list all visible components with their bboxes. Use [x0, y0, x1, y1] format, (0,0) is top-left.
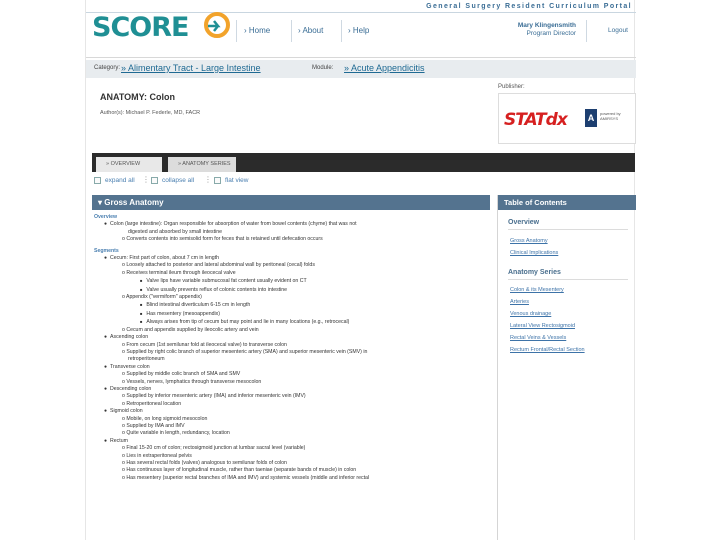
outline-item: o Quite variable in length, redundancy, location	[94, 430, 486, 437]
nav-divider	[236, 20, 237, 42]
segments-heading: Segments	[94, 247, 119, 254]
portal-title: General Surgery Resident Curriculum Portal	[426, 3, 632, 10]
outline-item: o Converts contents into semisolid form for feces that is retained until defecation occurs	[94, 236, 486, 243]
outline-item: ● Cecum: First part of colon, about 7 cm in length	[94, 255, 486, 262]
outline-item: o Supplied by middle colic branch of SMA and SMV	[94, 371, 486, 378]
nav-divider	[291, 20, 292, 42]
expand-icon	[94, 177, 101, 184]
outline-item: o Supplied by right colic branch of superior mesenteric artery (SMA) and superior mesenteric vein (SMV) in	[94, 349, 486, 356]
outline-item: o Loosely attached to posterior and lateral abdominal wall by peritoneal (cecal) folds	[94, 262, 486, 269]
amirsys-logo-icon: A	[585, 109, 597, 127]
toc-header: Table of Contents	[498, 195, 636, 210]
toc-link-series-4[interactable]: Lateral View Rectosigmoid	[510, 323, 576, 329]
nav-divider	[341, 20, 342, 42]
outline-item: o Cecum and appendix supplied by ileocolic artery and vein	[94, 327, 486, 334]
table-of-contents	[497, 195, 635, 540]
segments-list	[94, 255, 486, 482]
amirsys-text: powered by AMIRSYS	[600, 111, 621, 121]
statdx-logo: STATdx	[504, 110, 567, 130]
outline-item: ● Sigmoid colon	[94, 408, 486, 415]
toc-link-series-1[interactable]: Colon & its Mesentery	[510, 287, 564, 293]
toc-overview-heading: Overview	[508, 219, 540, 226]
authors: Author(s): Michael P. Federle, MD, FACR	[100, 110, 201, 116]
nav-home[interactable]: › Home	[244, 26, 271, 35]
outline-item: o Supplied by IMA and IMV	[94, 423, 486, 430]
outline-item: digested and absorbed by small intestine	[128, 228, 223, 235]
toc-link-series-3[interactable]: Venous drainage	[510, 311, 552, 317]
tool-divider: ⋮	[142, 175, 150, 184]
expand-all-link[interactable]: expand all	[105, 177, 135, 184]
toc-link-series-6[interactable]: Rectum Frontal/Rectal Section	[510, 347, 585, 353]
outline-item: ● Descending colon	[94, 386, 486, 393]
outline-item: ■ Always arises from tip of cecum but may point and lie in many locations (e.g., retrocecal)	[94, 318, 486, 326]
outline-item: retroperitoneum	[128, 356, 165, 363]
nav-divider	[586, 20, 587, 42]
nav-about[interactable]: › About	[298, 26, 324, 35]
outline-item: ● Ascending colon	[94, 334, 486, 341]
outline-item: o Appendix ("vermiform" appendix)	[94, 294, 486, 301]
tab-bar	[92, 153, 635, 172]
collapse-icon	[151, 177, 158, 184]
outline-item: ● Transverse colon	[94, 364, 486, 371]
outline-item: ■ Valve lips have variable submucosal fat content usually evident on CT	[94, 277, 486, 285]
tab-overview[interactable]: » OVERVIEW	[96, 157, 162, 172]
user-name: Mary Klingensmith	[517, 22, 576, 29]
tool-divider: ⋮	[204, 175, 212, 184]
outline-item: o Lies in extraperitoneal pelvis	[94, 453, 486, 460]
outline-item: o Retroperitoneal location	[94, 401, 486, 408]
logout-link[interactable]: Logout	[608, 27, 628, 34]
gross-anatomy-content	[94, 214, 486, 482]
collapse-all-link[interactable]: collapse all	[162, 177, 195, 184]
outline-item: o Has continuous layer of longitudinal muscle, rather than taeniae (separate bands of muscle) in colon	[94, 467, 486, 474]
category-bar	[86, 60, 636, 78]
right-margin-background	[635, 0, 720, 540]
toc-series-heading: Anatomy Series	[508, 269, 561, 276]
outline-item: o Receives terminal ileum through ileocecal valve	[94, 270, 486, 277]
outline-item: o Has mesentery (superior rectal branches of IMA and IMV) and systemic vessels (middle and inferior rectal	[94, 475, 486, 482]
toc-divider	[508, 279, 628, 280]
flat-view-icon	[214, 177, 221, 184]
outline-item: o Mobile, on long sigmoid mesocolon	[94, 416, 486, 423]
category-link[interactable]: » Alimentary Tract - Large Intestine	[121, 63, 261, 73]
outline-item: o Supplied by inferior mesenteric artery (IMA) and inferior mesenteric vein (IMV)	[94, 393, 486, 400]
module-label: Module:	[312, 65, 334, 71]
score-logo[interactable]: SCORE	[92, 12, 189, 43]
outline-item: o From cecum (1st semilunar fold at ileocecal valve) to transverse colon	[94, 342, 486, 349]
outline-item: ■ Has mesentery (mesoappendix)	[94, 310, 486, 318]
top-header	[86, 0, 636, 58]
gross-anatomy-header[interactable]: ▾ Gross Anatomy	[92, 195, 490, 210]
user-info	[516, 22, 576, 38]
outline-item: ● Rectum	[94, 438, 486, 445]
page-title: ANATOMY: Colon	[100, 92, 175, 102]
category-label: Category:	[94, 65, 121, 71]
toc-link-clinical-implications[interactable]: Clinical Implications	[510, 250, 559, 256]
user-role: Program Director	[526, 30, 576, 37]
toc-divider	[508, 229, 628, 230]
module-link[interactable]: » Acute Appendicitis	[344, 63, 425, 73]
left-margin-background	[0, 0, 85, 540]
toc-link-series-5[interactable]: Rectal Veins & Vessels	[510, 335, 567, 341]
publisher-logo-box[interactable]	[498, 93, 636, 144]
nav-help[interactable]: › Help	[348, 26, 370, 35]
outline-item: ● Colon (large intestine): Organ responsible for absorption of water from bowel contents (chyme) that was not	[94, 221, 486, 228]
overview-list	[94, 221, 486, 243]
outline-item: o Vessels, nerves, lymphatics through transverse mesocolon	[94, 379, 486, 386]
flat-view-link[interactable]: flat view	[225, 177, 249, 184]
outline-item: o Has several rectal folds (valves) analogous to semilunar folds of colon	[94, 460, 486, 467]
outline-item: ■ Valve usually prevents reflux of colonic contents into intestine	[94, 286, 486, 294]
toc-link-series-2[interactable]: Arteries	[510, 299, 529, 305]
tab-anatomy-series[interactable]: » ANATOMY SERIES	[168, 157, 236, 172]
publisher-label: Publisher:	[498, 84, 525, 90]
score-logo-swoosh-icon	[202, 10, 232, 40]
outline-item: o Final 15-20 cm of colon; rectosigmoid junction at lumbar sacral level (variable)	[94, 445, 486, 452]
toc-link-gross-anatomy[interactable]: Gross Anatomy	[510, 238, 548, 244]
overview-heading: Overview	[94, 214, 118, 220]
outline-item: ■ Blind intestinal diverticulum 6-15 cm in length	[94, 301, 486, 309]
portal-page	[85, 0, 635, 540]
